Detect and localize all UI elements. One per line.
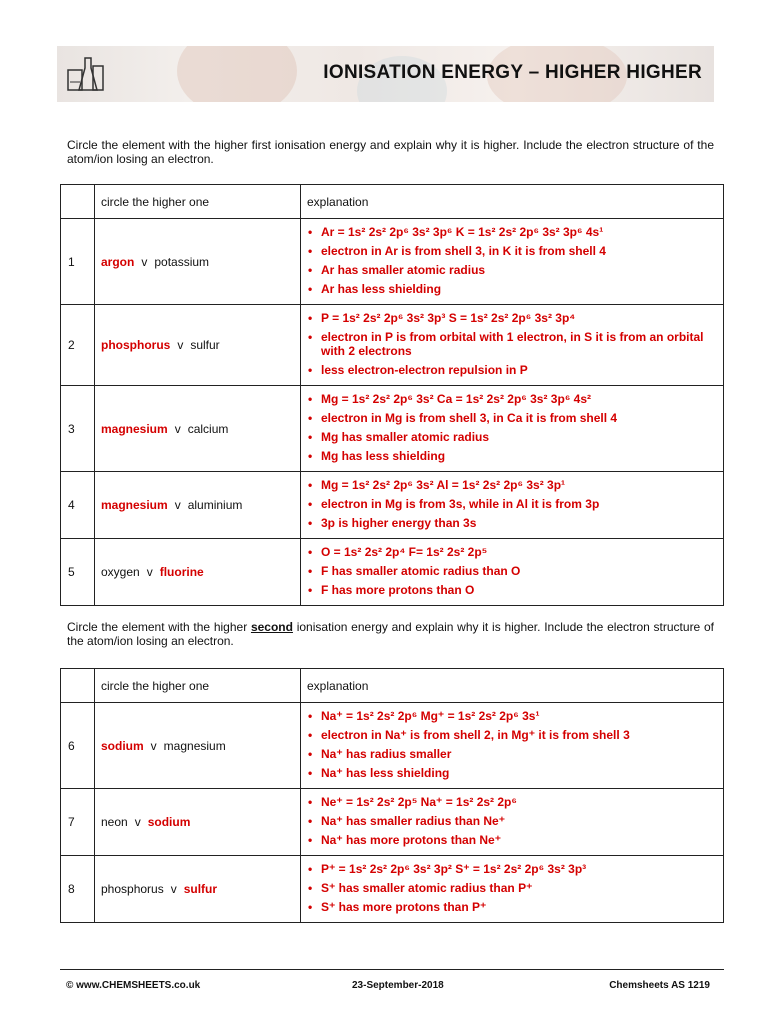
section2-intro-start: Circle the element with the higher [67, 620, 251, 634]
explanation-points [307, 545, 719, 597]
section2-intro-emphasis: second [250, 620, 293, 634]
question-number: 2 [61, 305, 95, 386]
versus-label: v [150, 738, 157, 753]
explanation-point: • Ne⁺ = 1s² 2s² 2p⁵ Na⁺ = 1s² 2s² 2p⁶ [307, 795, 719, 809]
versus-label: v [134, 815, 141, 829]
banner-decoration [177, 46, 297, 102]
explanation-cell [301, 856, 724, 923]
explanation-cell [301, 472, 724, 539]
element-option-first[interactable]: phosphorus [101, 338, 171, 352]
footer-divider [60, 969, 724, 970]
element-option-first[interactable]: sodium [101, 738, 144, 753]
explanation-point: • Mg = 1s² 2s² 2p⁶ 3s² Ca = 1s² 2s² 2p⁶ 3s² 3p⁶ 4s² [307, 392, 719, 406]
explanation-point: • electron in Ar is from shell 3, in K it is from shell 4 [307, 244, 719, 258]
element-choice [95, 789, 301, 856]
explanation-cell [301, 539, 724, 606]
element-choice [95, 219, 301, 305]
versus-label: v [174, 421, 181, 436]
explanation-point: • P⁺ = 1s² 2s² 2p⁶ 3s² 3p² S⁺ = 1s² 2s² 2p⁶ 3s² 3p³ [307, 862, 719, 876]
versus-label: v [174, 498, 181, 512]
explanation-point: • P = 1s² 2s² 2p⁶ 3s² 3p³ S = 1s² 2s² 2p⁶ 3s² 3p⁴ [307, 311, 719, 325]
explanation-points [307, 795, 719, 847]
section2-intro-end: ionisation energy and explain why it is higher. Include the electron structure of the atom/ion losing an electron. [67, 620, 714, 648]
explanation-point: • 3p is higher energy than 3s [307, 516, 719, 530]
question-number: 8 [61, 856, 95, 923]
explanation-points [307, 311, 719, 377]
element-option-first[interactable]: oxygen [101, 565, 140, 579]
element-option-first[interactable]: phosphorus [101, 882, 164, 896]
question-number: 1 [61, 219, 95, 305]
table-row [61, 305, 724, 386]
explanation-point: • Mg = 1s² 2s² 2p⁶ 3s² Al = 1s² 2s² 2p⁶ 3s² 3p¹ [307, 478, 719, 492]
element-option-second[interactable]: fluorine [159, 565, 204, 579]
explanation-cell [301, 789, 724, 856]
explanation-point: • Mg has less shielding [307, 449, 719, 463]
explanation-point: • O = 1s² 2s² 2p⁴ F= 1s² 2s² 2p⁵ [307, 545, 719, 559]
element-choice [95, 305, 301, 386]
element-choice [95, 472, 301, 539]
first-ionisation-table [60, 184, 724, 606]
table-row [61, 539, 724, 606]
explanation-point: • S⁺ has more protons than P⁺ [307, 900, 719, 914]
explanation-point: • Na⁺ = 1s² 2s² 2p⁶ Mg⁺ = 1s² 2s² 2p⁶ 3s¹ [307, 709, 719, 723]
explanation-point: • electron in Mg is from 3s, while in Al it is from 3p [307, 497, 719, 511]
element-option-first[interactable]: neon [101, 815, 128, 829]
explanation-point: • Ar = 1s² 2s² 2p⁶ 3s² 3p⁶ K = 1s² 2s² 2p⁶ 3s² 3p⁶ 4s¹ [307, 225, 719, 239]
explanation-point: • Na⁺ has radius smaller [307, 747, 719, 761]
explanation-point: • less electron-electron repulsion in P [307, 363, 719, 377]
explanation-cell [301, 386, 724, 472]
explanation-point: • Ar has smaller atomic radius [307, 263, 719, 277]
element-option-second[interactable]: magnesium [163, 738, 226, 753]
explanation-point: • Na⁺ has smaller radius than Ne⁺ [307, 814, 719, 828]
explanation-point: • S⁺ has smaller atomic radius than P⁺ [307, 881, 719, 895]
versus-label: v [177, 338, 184, 352]
question-number: 6 [61, 703, 95, 789]
table-row [61, 789, 724, 856]
versus-label: v [146, 565, 153, 579]
header-explanation: explanation [301, 185, 724, 219]
header-choice: circle the higher one [95, 669, 301, 703]
explanation-point: • Na⁺ has less shielding [307, 766, 719, 780]
table-row [61, 386, 724, 472]
table-row [61, 472, 724, 539]
footer-reference: Chemsheets AS 1219 [609, 980, 710, 991]
section2-instructions [67, 620, 714, 648]
page-title: IONISATION ENERGY – HIGHER HIGHER [323, 62, 702, 83]
question-number: 7 [61, 789, 95, 856]
element-option-first[interactable]: magnesium [101, 421, 168, 436]
explanation-point: • F has more protons than O [307, 583, 719, 597]
element-choice [95, 386, 301, 472]
header-number-cell [61, 669, 95, 703]
element-option-first[interactable]: argon [101, 254, 135, 269]
explanation-point: • F has smaller atomic radius than O [307, 564, 719, 578]
question-number: 5 [61, 539, 95, 606]
versus-label: v [170, 882, 177, 896]
explanation-point: • Ar has less shielding [307, 282, 719, 296]
question-number: 4 [61, 472, 95, 539]
element-option-second[interactable]: aluminium [187, 498, 243, 512]
explanation-cell [301, 219, 724, 305]
element-option-second[interactable]: sodium [147, 815, 191, 829]
explanation-points [307, 392, 719, 463]
table-row [61, 703, 724, 789]
explanation-points [307, 225, 719, 296]
explanation-points [307, 478, 719, 530]
table-row [61, 856, 724, 923]
element-choice [95, 856, 301, 923]
explanation-point: • electron in Na⁺ is from shell 2, in Mg⁺ it is from shell 3 [307, 728, 719, 742]
explanation-cell [301, 703, 724, 789]
table-row [61, 219, 724, 305]
element-choice [95, 703, 301, 789]
header-choice: circle the higher one [95, 185, 301, 219]
footer-date: 23-September-2018 [352, 980, 444, 991]
explanation-point: • electron in Mg is from shell 3, in Ca it is from shell 4 [307, 411, 719, 425]
header-number-cell [61, 185, 95, 219]
explanation-point: • Mg has smaller atomic radius [307, 430, 719, 444]
lab-glassware-icon [65, 52, 109, 96]
explanation-point: • Na⁺ has more protons than Ne⁺ [307, 833, 719, 847]
second-ionisation-table [60, 668, 724, 923]
element-option-second[interactable]: potassium [154, 254, 210, 269]
header-explanation: explanation [301, 669, 724, 703]
explanation-point: • electron in P is from orbital with 1 electron, in S it is from an orbital with 2 electrons [307, 330, 719, 358]
element-option-second[interactable]: sulfur [183, 882, 218, 896]
section1-instructions: Circle the element with the higher first ionisation energy and explain why it is higher. Include the electron structure of the atom/ion losing an electron. [67, 138, 714, 166]
explanation-points [307, 709, 719, 780]
header-banner [57, 46, 714, 102]
versus-label: v [141, 254, 148, 269]
element-option-first[interactable]: magnesium [101, 498, 168, 512]
element-option-second[interactable]: sulfur [190, 338, 220, 352]
explanation-points [307, 862, 719, 914]
footer-website: © www.CHEMSHEETS.co.uk [66, 980, 201, 991]
question-number: 3 [61, 386, 95, 472]
element-choice [95, 539, 301, 606]
explanation-cell [301, 305, 724, 386]
element-option-second[interactable]: calcium [187, 421, 229, 436]
